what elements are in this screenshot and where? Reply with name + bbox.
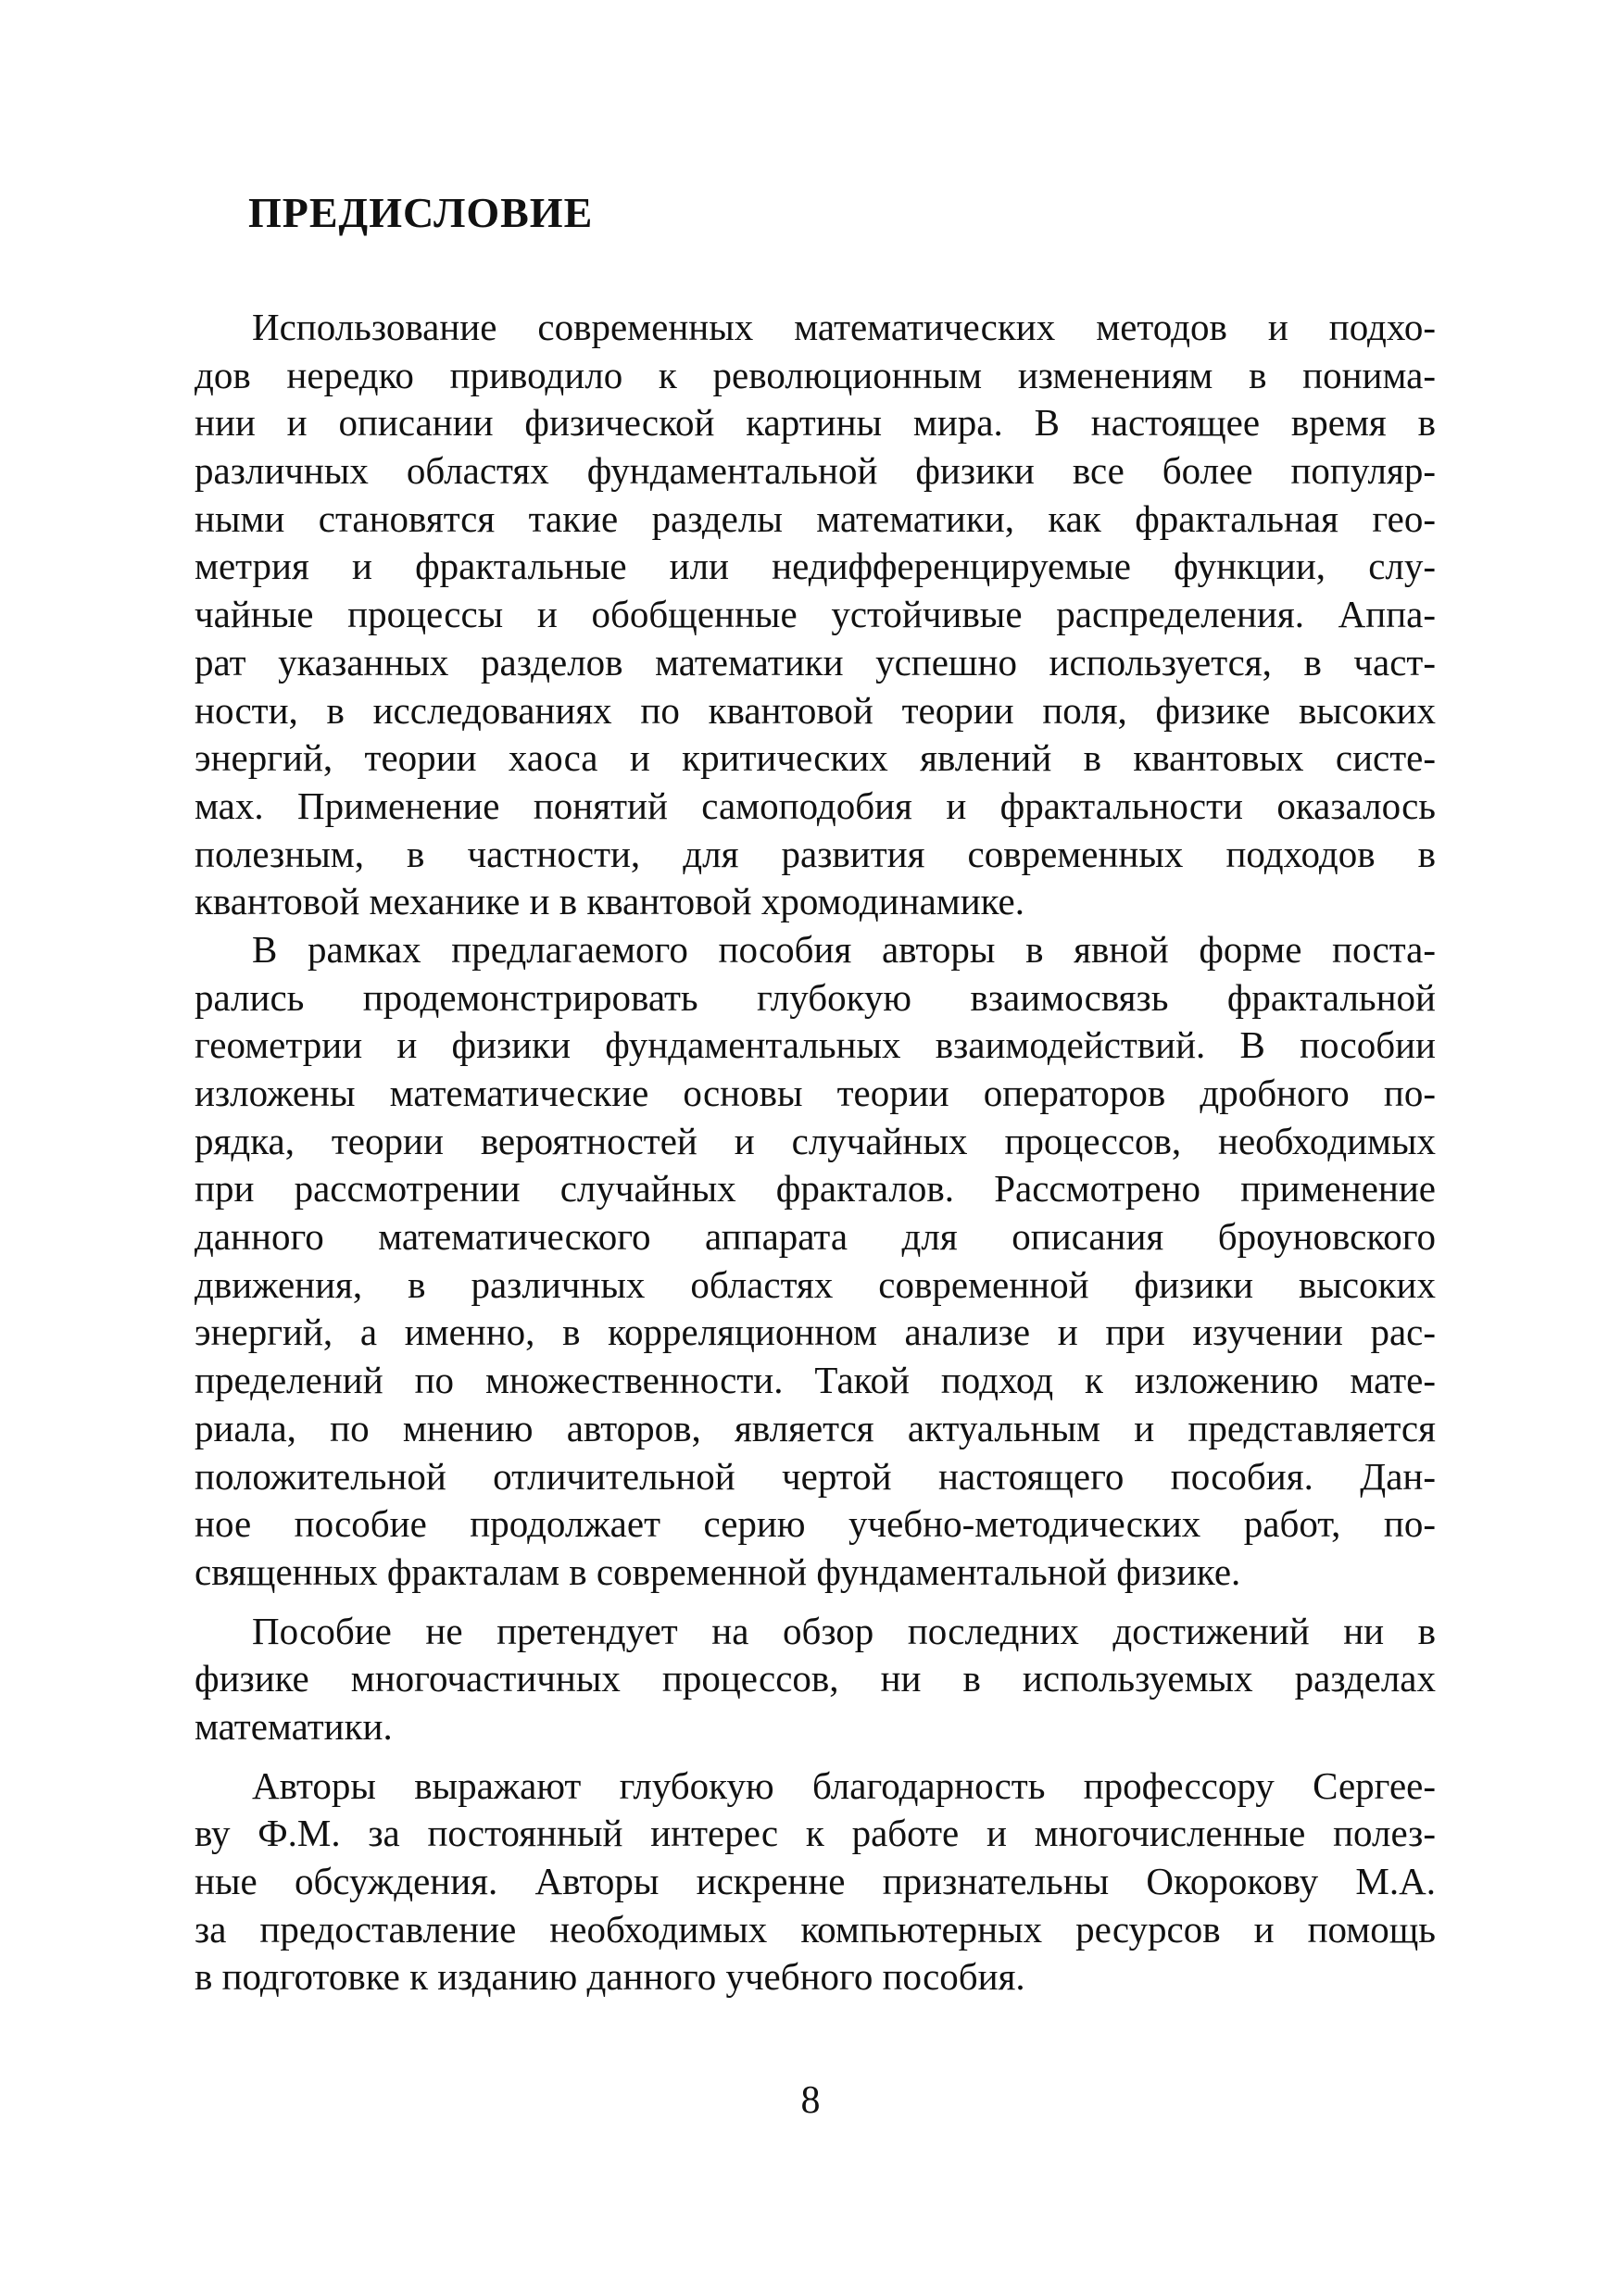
section-heading: ПРЕДИСЛОВИЕ [248,189,594,236]
text-line: В рамках предлагаемого пособия авторы в явной форме поста- [252,927,1436,971]
text-line: математики. [195,1704,393,1748]
text-line: ву Ф.М. за постоянный интерес к работе и многочисленные полез- [195,1812,1436,1855]
text-line: ное пособие продолжает серию учебно-методических работ, по- [195,1502,1436,1546]
page-number: 8 [800,2079,821,2122]
text-line: данного математического аппарата для описания броуновского [195,1215,1436,1259]
text-line: Пособие не претендует на обзор последних достижений ни в [252,1609,1436,1652]
text-line: риала, по мнению авторов, является актуальным и представляется [195,1406,1436,1449]
text-line: Авторы выражают глубокую благодарность профессору Сергее- [252,1763,1436,1807]
text-line: ными становятся такие разделы математики, как фрактальная гео- [195,496,1436,540]
text-line: мах. Применение понятий самоподобия и фрактальности оказалось [195,784,1436,827]
text-line: нии и описании физической картины мира. В настоящее время в [195,401,1436,445]
text-line: геометрии и физики фундаментальных взаимодействий. В пособии [195,1023,1436,1067]
text-line: Использование современных математических методов и подхо- [252,306,1436,348]
text-line: ности, в исследованиях по квантовой теории поля, физике высоких [195,688,1436,732]
text-line: пределений по множественности. Такой подход к изложению мате- [195,1359,1436,1402]
text-line: рат указанных разделов математики успешно используется, в част- [195,640,1436,684]
text-line: ные обсуждения. Авторы искренне признательны Окорокову М.А. [195,1860,1436,1902]
text-line: энергий, теории хаоса и критических явлений в квантовых систе- [195,736,1436,780]
text-line: рались продемонстрировать глубокую взаимосвязь фрактальной [195,975,1436,1019]
text-line: физике многочастичных процессов, ни в используемых разделах [195,1657,1436,1700]
text-line: метрия и фрактальные или недифференцируемые функции, слу- [195,545,1436,588]
text-line: рядка, теории вероятностей и случайных процессов, необходимых [195,1119,1436,1162]
text-line: изложены математические основы теории операторов дробного по- [195,1072,1436,1114]
text-line: полезным, в частности, для развития современных подходов в [195,832,1436,875]
text-line: за предоставление необходимых компьютерных ресурсов и помощь [195,1907,1436,1951]
text-line: чайные процессы и обобщенные устойчивые распределения. Аппа- [195,593,1436,636]
text-line: священных фракталам в современной фундаментальной физике. [195,1549,1241,1593]
text-line: положительной отличительной чертой настоящего пособия. Дан- [195,1454,1436,1498]
body-text [195,304,1436,2001]
text-line: в подготовке к изданию данного учебного пособия. [195,1955,1025,1999]
text-line: квантовой механике и в квантовой хромодинамике. [195,880,1024,923]
text-line: движения, в различных областях современной физики высоких [195,1262,1436,1306]
text-line: при рассмотрении случайных фракталов. Рассмотрено применение [195,1167,1436,1211]
text-line: дов нередко приводило к революционным изменениям в понима- [195,353,1436,396]
text-line: различных областях фундаментальной физики все более популяр- [195,449,1436,493]
text-line: энергий, а именно, в корреляционном анализе и при изучении рас- [195,1311,1436,1354]
